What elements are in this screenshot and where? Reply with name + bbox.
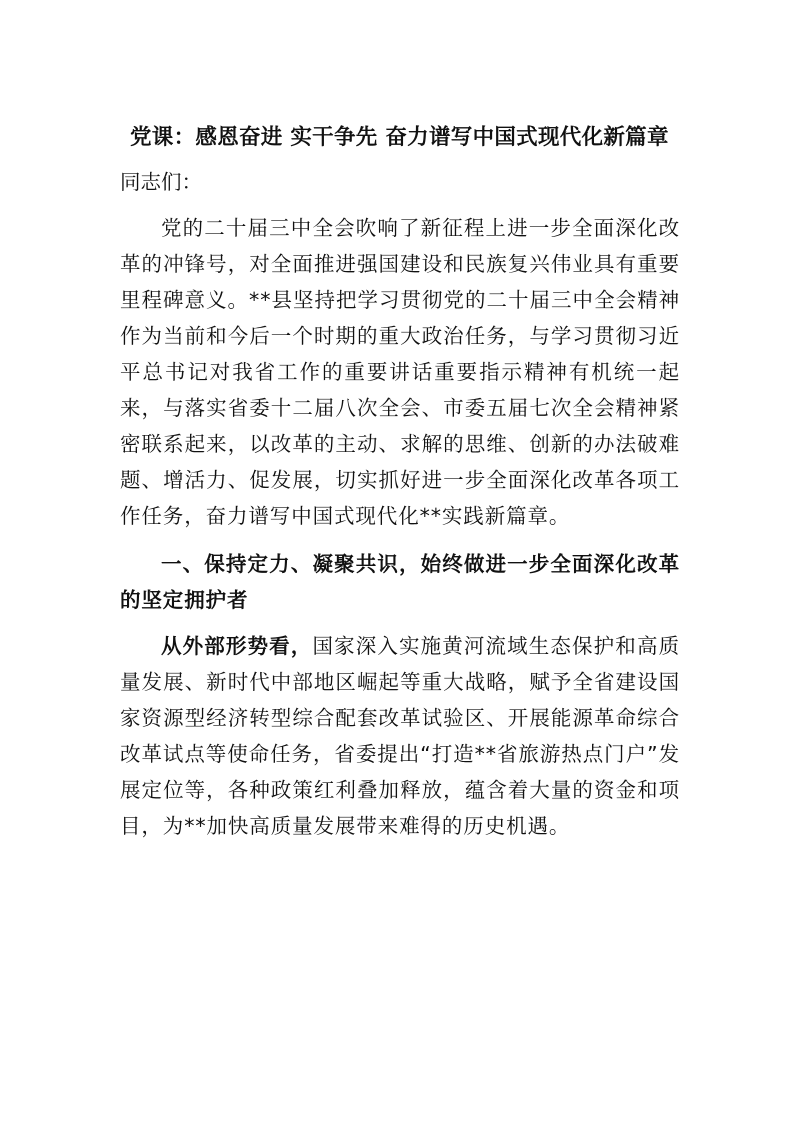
document-body xyxy=(120,118,680,844)
document-title: 党课：感恩奋进 实干争先 奋力谱写中国式现代化新篇章 xyxy=(130,125,669,150)
paragraph-body: 国家深入实施黄河流域生态保护和高质量发展、新时代中部地区崛起等重大战略，赋予全省建设国家资源型经济转型综合配套改革试验区、开展能源革命综合改革试点等使命任务，省委提出“打造**省旅游热点门户”发展定位等，各种政策红利叠加释放，蕴含着大量的资金和项目，为**加快高质量发展带来难得的历史机遇。 xyxy=(120,634,680,838)
salutation: 同志们： xyxy=(120,170,202,194)
paragraph-intro: 党的二十届三中全会吹响了新征程上进一步全面深化改革的冲锋号，对全面推进强国建设和民族复兴伟业具有重要里程碑意义。**县坚持把学习贯彻党的二十届三中全会精神作为当前和今后一个时期的重大政治任务，与学习贯彻习近平总书记对我省工作的重要讲话重要指示精神有机统一起来，与落实省委十二届八次全会、市委五届七次全会精神紧密联系起来，以改革的主动、求解的思维、创新的办法破难题、增活力、促发展，切实抓好进一步全面深化改革各项工作任务，奋力谱写中国式现代化**实践新篇章。 xyxy=(120,216,680,528)
paragraph-external-situation xyxy=(120,628,680,844)
section-heading-1: 一、保持定力、凝聚共识，始终做进一步全面深化改革的坚定拥护者 xyxy=(120,552,680,612)
paragraph-lead: 从外部形势看， xyxy=(161,634,313,658)
